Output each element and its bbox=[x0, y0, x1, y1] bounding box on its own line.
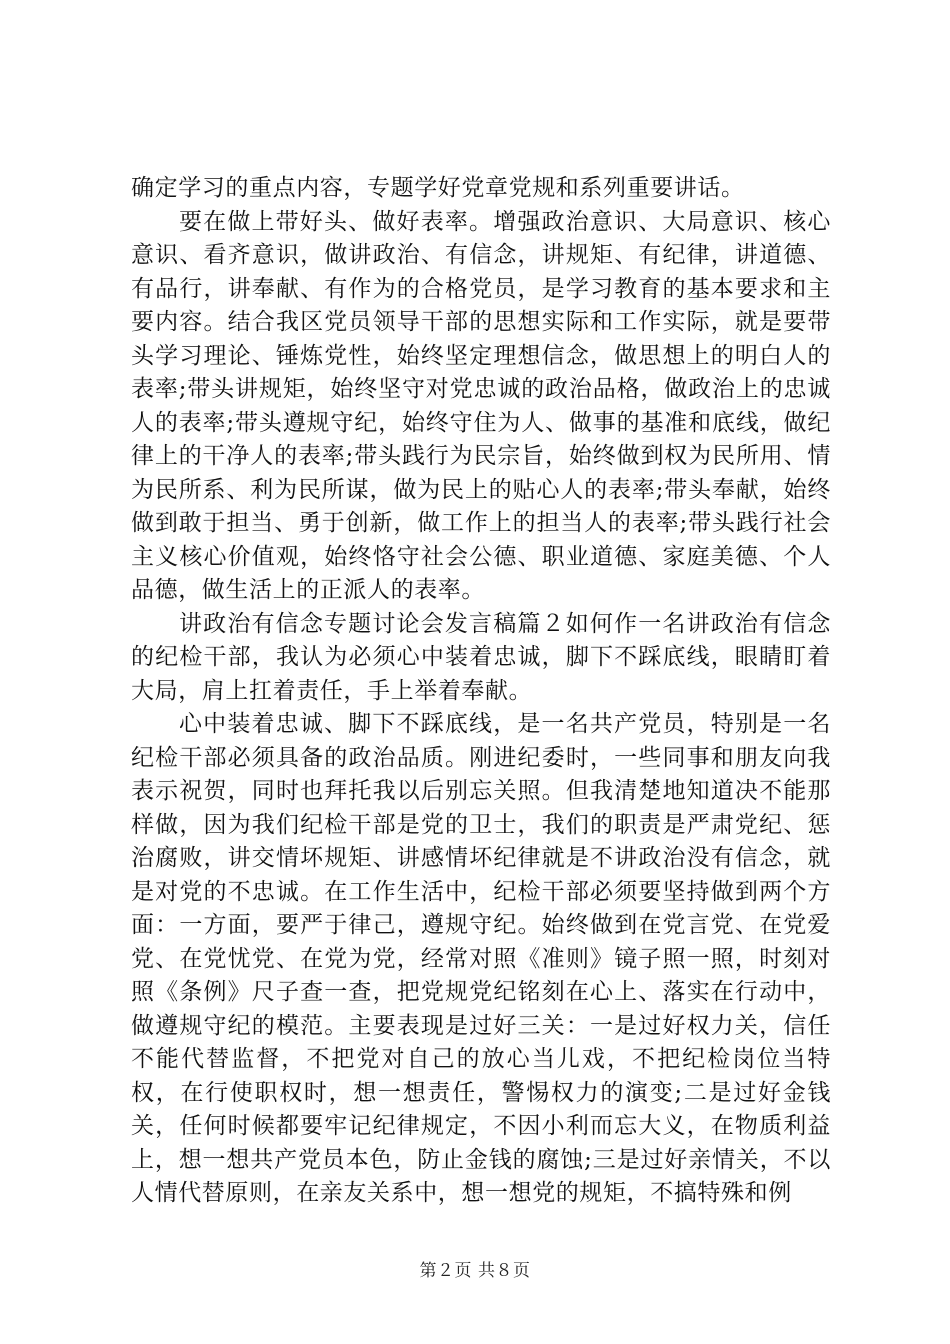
paragraph-2: 要在做上带好头、做好表率。增强政治意识、大局意识、核心意识、看齐意识，做讲政治、有信念，讲规矩、有纪律，讲道德、有品行，讲奉献、有作为的合格党员，是学习教育的基本要求和主要内容。结合我区党员领导干部的思想实际和工作实际，就是要带头学习理论、锤炼党性，始终坚定理想信念，做思想上的明白人的表率;带头讲规矩，始终坚守对党忠诚的政治品格，做政治上的忠诚人的表率;带头遵规守纪，始终守住为人、做事的基准和底线，做纪律上的干净人的表率;带头践行为民宗旨，始终做到权为民所用、情为民所系、利为民所谋，做为民上的贴心人的表率;带头奉献，始终做到敢于担当、勇于创新，做工作上的担当人的表率;带头践行社会主义核心价值观，始终恪守社会公德、职业道德、家庭美德、个人品德，做生活上的正派人的表率。 bbox=[131, 208, 831, 603]
page-number-footer: 第２页 共８页 bbox=[419, 1261, 531, 1281]
paragraph-3: 讲政治有信念专题讨论会发言稿篇２如何作一名讲政治有信念的纪检干部，我认为必须心中装着忠诚，脚下不踩底线，眼睛盯着大局，肩上扛着责任，手上举着奉献。 bbox=[131, 610, 831, 704]
paragraph-4: 心中装着忠诚、脚下不踩底线，是一名共产党员，特别是一名纪检干部必须具备的政治品质。刚进纪委时，一些同事和朋友向我表示祝贺，同时也拜托我以后别忘关照。但我清楚地知道决不能那样做，因为我们纪检干部是党的卫士，我们的职责是严肃党纪、惩治腐败，讲交情坏规矩、讲感情坏纪律就是不讲政治没有信念，就是对党的不忠诚。在工作生活中，纪检干部必须要坚持做到两个方面：一方面，要严于律己，遵规守纪。始终做到在党言党、在党爱党、在党忧党、在党为党，经常对照《准则》镜子照一照，时刻对照《条例》尺子查一查，把党规党纪铭刻在心上、落实在行动中，做遵规守纪的模范。主要表现是过好三关：一是过好权力关，信任不能代替监督，不把党对自己的放心当儿戏，不把纪检岗位当特权，在行使职权时，想一想责任，警惕权力的演变;二是过好金钱关，任何时候都要牢记纪律规定，不因小利而忘大义，在物质利益上，想一想共产党员本色，防止金钱的腐蚀;三是过好亲情关，不以人情代替原则，在亲友关系中，想一想党的规矩，不搞特殊和例 bbox=[131, 711, 831, 1206]
paragraph-1: 确定学习的重点内容，专题学好党章党规和系列重要讲话。 bbox=[131, 175, 745, 201]
document-body bbox=[131, 172, 831, 1211]
